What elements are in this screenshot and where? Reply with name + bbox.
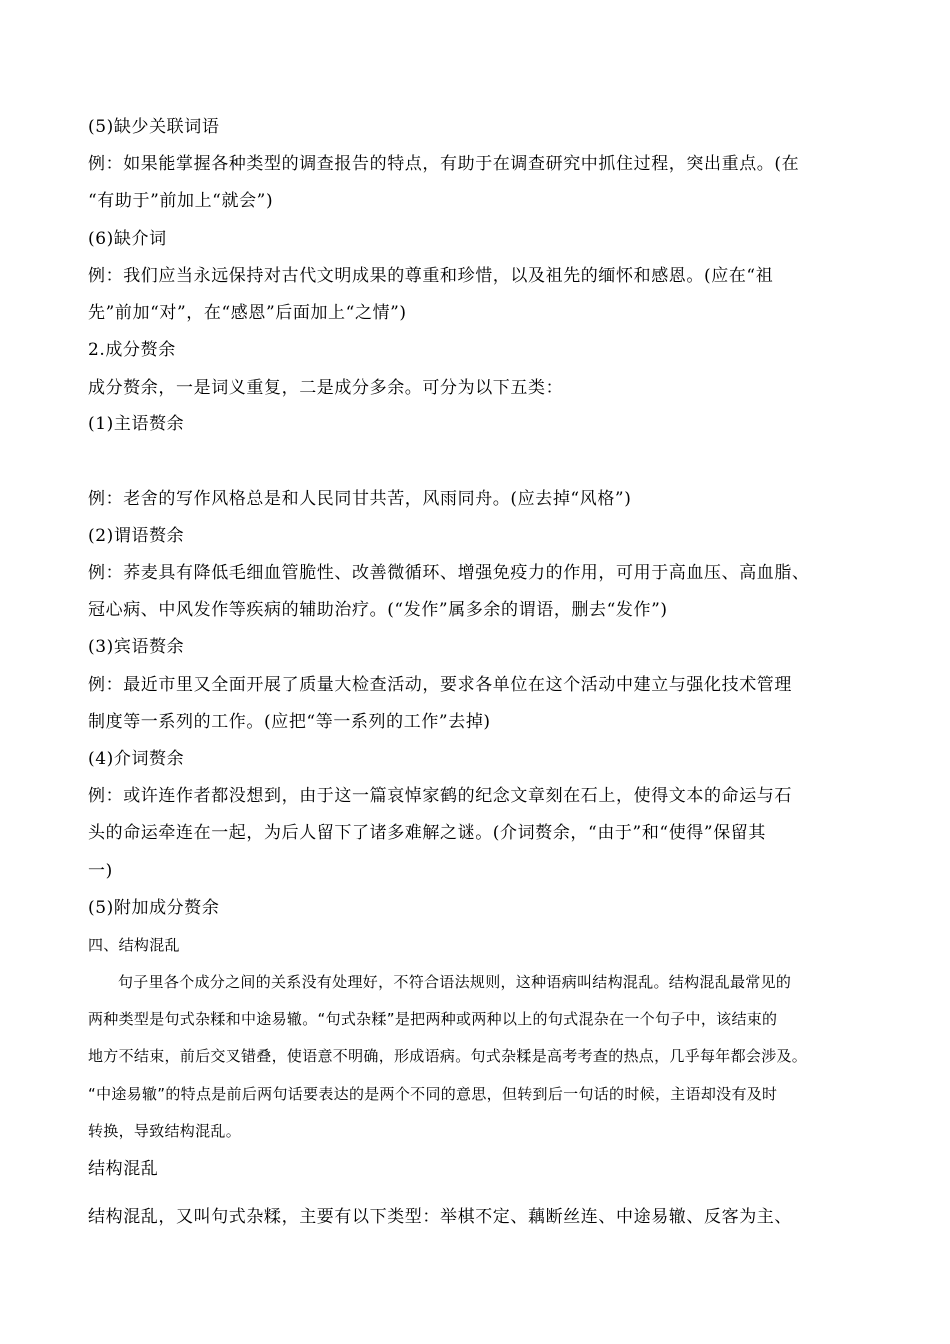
heading-missing-preposition: (6)缺介词 — [88, 229, 167, 249]
example-line: 例：或许连作者都没想到，由于这一篇哀悼家鹤的纪念文章刻在石上，使得文本的命运与石 — [88, 786, 792, 806]
section-heading-structure-confusion: 四、结构混乱 — [88, 936, 180, 954]
heading-subject-redundancy: (1)主语赘余 — [88, 414, 185, 434]
example-line: 制度等一系列的工作。(应把“等一系列的工作”去掉) — [88, 712, 491, 732]
section-heading-redundancy: 2.成分赘余 — [88, 340, 176, 360]
paragraph-line: 句子里各个成分之间的关系没有处理好，不符合语法规则，这种语病叫结构混乱。结构混乱最常见的 — [118, 973, 792, 991]
example-line: 头的命运牵连在一起，为后人留下了诸多难解之谜。(介词赘余，“由于”和“使得”保留其 — [88, 823, 766, 843]
example-line: 例：我们应当永远保持对古代文明成果的尊重和珍惜，以及祖先的缅怀和感恩。(应在“祖 — [88, 266, 774, 286]
paragraph-line: 两种类型是句式杂糅和中途易辙。“句式杂糅”是把两种或两种以上的句式混杂在一个句子中，该结束的 — [88, 1010, 778, 1028]
heading-preposition-redundancy: (4)介词赘余 — [88, 749, 185, 769]
example-line: “有助于”前加上“就会”) — [88, 191, 274, 211]
paragraph-line: 成分赘余，一是词义重复，二是成分多余。可分为以下五类： — [88, 378, 564, 398]
paragraph-line: 地方不结束，前后交叉错叠，使语意不明确，形成语病。句式杂糅是高考考查的热点，几乎每年都会涉及。 — [88, 1047, 808, 1065]
example-line: 例：荞麦具有降低毛细血管脆性、改善微循环、增强免疫力的作用，可用于高血压、高血脂、 — [88, 563, 810, 583]
heading-predicate-redundancy: (2)谓语赘余 — [88, 526, 185, 546]
paragraph-line: 结构混乱，又叫句式杂糅，主要有以下类型：举棋不定、藕断丝连、中途易辙、反客为主、 — [88, 1207, 792, 1227]
paragraph-line: 转换，导致结构混乱。 — [88, 1122, 242, 1140]
example-line: 一) — [88, 861, 113, 881]
paragraph-line: “中途易辙”的特点是前后两句话要表达的是两个不同的意思，但转到后一句话的时候，主语却没有及时 — [88, 1085, 778, 1103]
heading-structure-confusion: 结构混乱 — [88, 1159, 159, 1179]
example-line: 例：老舍的写作风格总是和人民同甘共苦，风雨同舟。(应去掉“风格”) — [88, 489, 632, 509]
heading-modifier-redundancy: (5)附加成分赘余 — [88, 898, 220, 918]
heading-missing-conjunction: (5)缺少关联词语 — [88, 117, 220, 137]
example-line: 例：如果能掌握各种类型的调查报告的特点，有助于在调查研究中抓住过程，突出重点。(在 — [88, 154, 800, 174]
example-line: 先”前加“对”，在“感恩”后面加上“之情”) — [88, 303, 407, 323]
example-line: 冠心病、中风发作等疾病的辅助治疗。(“发作”属多余的谓语，删去“发作”) — [88, 600, 668, 620]
example-line: 例：最近市里又全面开展了质量大检查活动，要求各单位在这个活动中建立与强化技术管理 — [88, 675, 792, 695]
heading-object-redundancy: (3)宾语赘余 — [88, 637, 185, 657]
